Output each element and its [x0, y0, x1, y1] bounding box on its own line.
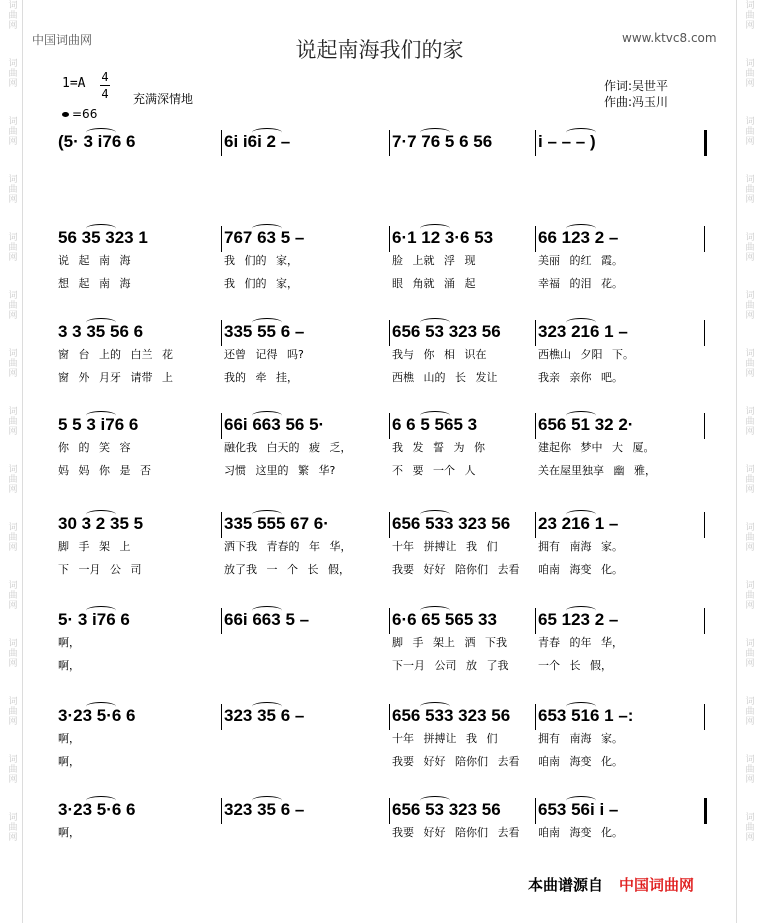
watermark-text: 词曲网	[6, 464, 17, 494]
notation: 656 53 323 56	[392, 800, 501, 819]
barline	[221, 512, 222, 538]
notation: 6·1 12 3·6 53	[392, 228, 494, 247]
slur-mark	[420, 318, 450, 327]
watermark-text: 词曲网	[743, 116, 754, 146]
lyric-line: 不 要 一个 人	[392, 464, 476, 477]
lyric-line: 眼 角就 涌 起	[392, 277, 476, 290]
notation: 767 63 5 –	[224, 228, 305, 247]
notation: (5· 3 i76 6	[58, 132, 136, 151]
slur-mark	[566, 318, 596, 327]
barline	[704, 512, 705, 538]
notation: 7·7 76 5 6 56	[392, 132, 493, 151]
lyric-line: 说 起 南 海	[58, 254, 131, 267]
watermark-text: 词曲网	[6, 58, 17, 88]
slur-mark	[86, 606, 116, 615]
score-system	[58, 322, 708, 402]
lyric-line: 你 的 笑 容	[58, 441, 131, 454]
slur-mark	[566, 796, 596, 805]
notation: 66i 663 5 –	[224, 610, 310, 629]
time-signature	[100, 70, 110, 101]
lyric-line: 咱南 海变 化。	[538, 563, 623, 576]
watermark-text: 词曲网	[743, 174, 754, 204]
watermark-text: 词曲网	[6, 522, 17, 552]
slur-mark	[420, 796, 450, 805]
notation: 656 533 323 56	[392, 514, 511, 533]
notation: 65 123 2 –	[538, 610, 619, 629]
barline	[704, 704, 705, 730]
lyric-line: 我亲 亲你 吧。	[538, 371, 623, 384]
slur-mark	[566, 510, 596, 519]
barline	[221, 608, 222, 634]
lyric-line: 十年 拼搏让 我 们	[392, 732, 498, 745]
slur-mark	[252, 796, 282, 805]
site-name-top-left[interactable]: 中国词曲网	[32, 33, 93, 47]
watermark-text: 词曲网	[6, 638, 17, 668]
slur-mark	[86, 796, 116, 805]
watermark-right	[736, 0, 759, 923]
score-system	[58, 800, 708, 880]
slur-mark	[86, 702, 116, 711]
barline	[221, 704, 222, 730]
expression-marking: 充满深情地	[133, 92, 194, 106]
footer-brand[interactable]: 中国词曲网	[619, 876, 695, 894]
watermark-text: 词曲网	[6, 696, 17, 726]
slur-mark	[420, 606, 450, 615]
lyric-line: 关在屋里独享 幽 雅，	[538, 464, 656, 477]
slur-mark	[566, 411, 596, 420]
barline	[389, 226, 390, 252]
watermark-text: 词曲网	[743, 290, 754, 320]
watermark-text: 词曲网	[743, 348, 754, 378]
barline	[535, 608, 536, 634]
barline	[389, 798, 390, 824]
lyric-line: 我要 好好 陪你们 去看	[392, 755, 520, 768]
watermark-text: 词曲网	[743, 754, 754, 784]
slur-mark	[566, 224, 596, 233]
watermark-text: 词曲网	[6, 754, 17, 784]
slur-mark	[252, 510, 282, 519]
slur-mark	[566, 702, 596, 711]
slur-mark	[252, 224, 282, 233]
slur-mark	[86, 411, 116, 420]
lyric-line: 建起你 梦中 大 厦。	[538, 441, 655, 454]
score-system	[58, 415, 708, 495]
watermark-text: 词曲网	[6, 0, 17, 30]
slur-mark	[252, 411, 282, 420]
slur-mark	[252, 318, 282, 327]
slur-mark	[420, 224, 450, 233]
watermark-text: 词曲网	[743, 638, 754, 668]
notation: 5· 3 i76 6	[58, 610, 130, 629]
barline	[221, 130, 222, 156]
footer-source	[528, 874, 694, 895]
lyric-line: 习惯 这里的 繁 华?	[224, 464, 336, 477]
lyric-line: 一个 长 假，	[538, 659, 612, 672]
site-url-top-right[interactable]: www.ktvc8.com	[622, 31, 717, 45]
notation: 5 5 3 i76 6	[58, 415, 139, 434]
notation: i – – – )	[538, 132, 596, 151]
barline	[535, 413, 536, 439]
slur-mark	[252, 702, 282, 711]
notation: 323 35 6 –	[224, 800, 305, 819]
barline	[704, 798, 707, 824]
barline	[221, 226, 222, 252]
watermark-text: 词曲网	[6, 580, 17, 610]
slur-mark	[252, 606, 282, 615]
quarter-note-icon	[62, 112, 69, 117]
watermark-text: 词曲网	[743, 522, 754, 552]
lyric-line: 啊，	[58, 659, 80, 672]
watermark-text: 词曲网	[6, 174, 17, 204]
lyric-line: 下一月 公司 放 了我	[392, 659, 509, 672]
lyric-line: 洒下我 青春的 年 华，	[224, 540, 352, 553]
barline	[389, 512, 390, 538]
lyric-line: 啊，	[58, 636, 80, 649]
score-system	[58, 610, 708, 690]
barline	[389, 320, 390, 346]
lyric-line: 幸福 的泪 花。	[538, 277, 623, 290]
notation: 6i i6i 2 –	[224, 132, 291, 151]
lyric-line: 我 们的 家，	[224, 254, 298, 267]
notation: 6·6 65 565 33	[392, 610, 497, 629]
watermark-text: 词曲网	[6, 232, 17, 262]
notation: 323 35 6 –	[224, 706, 305, 725]
slur-mark	[86, 318, 116, 327]
notation: 6 6 5 565 3	[392, 415, 478, 434]
slur-mark	[86, 224, 116, 233]
lyric-line: 十年 拼搏让 我 们	[392, 540, 498, 553]
watermark-text: 词曲网	[743, 464, 754, 494]
notation: 323 216 1 –	[538, 322, 628, 341]
watermark-text: 词曲网	[6, 348, 17, 378]
watermark-text: 词曲网	[743, 580, 754, 610]
barline	[535, 798, 536, 824]
notation: 66i 663 56 5·	[224, 415, 325, 434]
barline	[704, 226, 705, 252]
barline	[535, 130, 536, 156]
lyric-line: 啊，	[58, 732, 80, 745]
barline	[389, 608, 390, 634]
footer-source-label: 本曲谱源自	[528, 876, 604, 894]
lyric-line: 脚 手 架 上	[58, 540, 131, 553]
barline	[221, 320, 222, 346]
lyric-line: 我要 好好 陪你们 去看	[392, 563, 520, 576]
notation: 3·23 5·6 6	[58, 706, 136, 725]
notation: 335 55 6 –	[224, 322, 305, 341]
barline	[704, 320, 705, 346]
time-signature-top: 4	[101, 70, 109, 84]
time-signature-bottom: 4	[101, 87, 109, 101]
slur-mark	[86, 510, 116, 519]
barline	[535, 320, 536, 346]
watermark-text: 词曲网	[743, 696, 754, 726]
watermark-text: 词曲网	[743, 232, 754, 262]
barline	[389, 704, 390, 730]
lyric-line: 我要 好好 陪你们 去看	[392, 826, 520, 839]
barline	[704, 413, 705, 439]
key-signature: 1=A	[62, 76, 86, 91]
score-system	[58, 706, 708, 786]
barline	[389, 130, 390, 156]
barline	[704, 608, 705, 634]
notation: 656 533 323 56	[392, 706, 511, 725]
song-title: 说起南海我们的家	[295, 38, 464, 62]
watermark-text: 词曲网	[6, 290, 17, 320]
lyric-line: 我 发 誓 为 你	[392, 441, 485, 454]
barline	[535, 512, 536, 538]
lyric-line: 放了我 一 个 长 假，	[224, 563, 350, 576]
lyric-line: 咱南 海变 化。	[538, 755, 623, 768]
notation: 335 555 67 6·	[224, 514, 329, 533]
notation: 56 35 323 1	[58, 228, 148, 247]
lyric-line: 美丽 的红 霞。	[538, 254, 623, 267]
notation: 656 51 32 2·	[538, 415, 634, 434]
lyric-line: 窗 外 月牙 请带 上	[58, 371, 173, 384]
watermark-left	[0, 0, 23, 923]
notation: 3 3 35 56 6	[58, 322, 144, 341]
lyric-line: 拥有 南海 家。	[538, 732, 623, 745]
lyric-line: 窗 台 上的 白兰 花	[58, 348, 173, 361]
time-signature-line	[100, 85, 110, 86]
notation: 66 123 2 –	[538, 228, 619, 247]
watermark-text: 词曲网	[743, 0, 754, 30]
lyric-line: 西樵山 夕阳 下。	[538, 348, 634, 361]
slur-mark	[420, 411, 450, 420]
composer: 作曲:冯玉川	[604, 95, 669, 109]
lyric-line: 融化我 白天的 疲 乏，	[224, 441, 352, 454]
lyric-line: 拥有 南海 家。	[538, 540, 623, 553]
barline	[535, 226, 536, 252]
lyric-line: 还曾 记得 吗?	[224, 348, 304, 361]
slur-mark	[566, 128, 596, 137]
slur-mark	[86, 128, 116, 137]
lyric-line: 我 们的 家，	[224, 277, 298, 290]
tempo-value: =66	[72, 107, 98, 121]
barline	[704, 130, 707, 156]
lyric-line: 下 一月 公 司	[58, 563, 142, 576]
watermark-text: 词曲网	[743, 58, 754, 88]
lyric-line: 脸 上就 浮 现	[392, 254, 476, 267]
notation: 653 516 1 –:	[538, 706, 634, 725]
lyric-line: 我的 牵 挂，	[224, 371, 298, 384]
slur-mark	[252, 128, 282, 137]
tempo-marking	[62, 107, 97, 121]
barline	[221, 798, 222, 824]
lyric-line: 想 起 南 海	[58, 277, 131, 290]
notation: 23 216 1 –	[538, 514, 619, 533]
score-system	[58, 514, 708, 594]
barline	[221, 413, 222, 439]
barline	[535, 704, 536, 730]
watermark-text: 词曲网	[6, 116, 17, 146]
notation: 30 3 2 35 5	[58, 514, 144, 533]
slur-mark	[420, 702, 450, 711]
notation: 656 53 323 56	[392, 322, 501, 341]
lyric-line: 脚 手 架上 洒 下我	[392, 636, 507, 649]
score-system	[58, 228, 708, 308]
lyric-line: 我与 你 相 识在	[392, 348, 487, 361]
watermark-text: 词曲网	[743, 406, 754, 436]
notation: 3·23 5·6 6	[58, 800, 136, 819]
lyric-line: 妈 妈 你 是 否	[58, 464, 151, 477]
slur-mark	[566, 606, 596, 615]
lyric-line: 啊，	[58, 826, 80, 839]
score-system	[58, 132, 708, 212]
lyric-line: 啊，	[58, 755, 80, 768]
slur-mark	[420, 128, 450, 137]
watermark-text: 词曲网	[6, 812, 17, 842]
watermark-text: 词曲网	[6, 406, 17, 436]
lyricist: 作词:吴世平	[604, 79, 669, 93]
lyric-line: 西樵 山的 长 发让	[392, 371, 498, 384]
slur-mark	[420, 510, 450, 519]
lyric-line: 咱南 海变 化。	[538, 826, 623, 839]
credits	[604, 78, 668, 110]
watermark-text: 词曲网	[743, 812, 754, 842]
barline	[389, 413, 390, 439]
notation: 653 56i i –	[538, 800, 619, 819]
lyric-line: 青春 的年 华，	[538, 636, 623, 649]
